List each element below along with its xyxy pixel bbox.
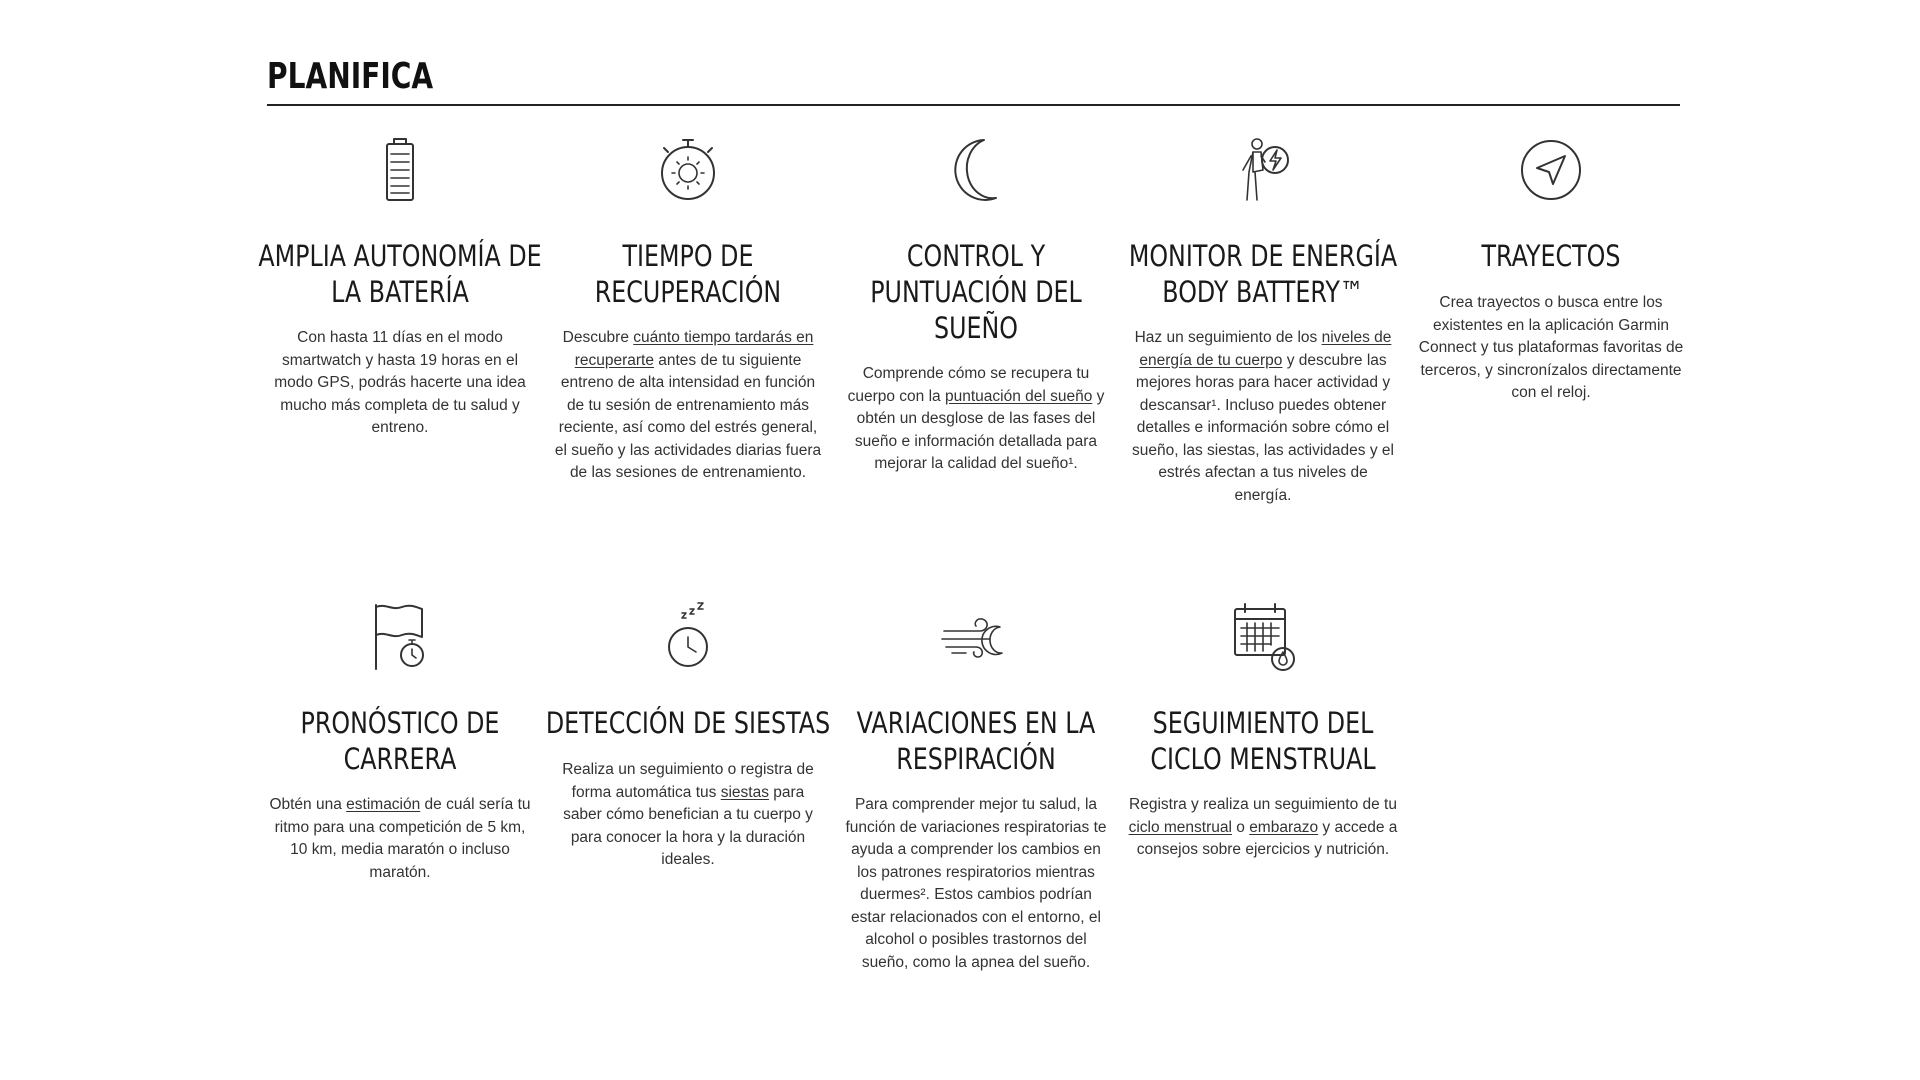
feature-link[interactable]: puntuación del sueño bbox=[944, 387, 1093, 405]
feature-title-line: CARRERA bbox=[343, 742, 457, 776]
feature-link[interactable]: ciclo menstrual bbox=[1128, 818, 1232, 836]
feature-link[interactable]: embarazo bbox=[1249, 818, 1319, 836]
feature-description bbox=[265, 794, 535, 884]
feature-text: de cuál sería tu ritmo para una competición de 5 km, 10 km, media maratón o incluso maratón. bbox=[274, 796, 531, 881]
calendar-drop-icon bbox=[1223, 597, 1303, 677]
body-energy-icon bbox=[1223, 130, 1303, 210]
feature-title-line: VARIACIONES EN LA bbox=[856, 706, 1096, 740]
feature-text: antes de tu siguiente entreno de alta intensidad en función de tu sesión de entrenamiento más reciente, así como del estrés general, el sueño y las actividades diarias fuera de las sesiones de entrenamiento. bbox=[554, 351, 822, 481]
feature-text: Obtén una bbox=[269, 796, 347, 813]
feature-title-line: SEGUIMIENTO DEL bbox=[1152, 706, 1374, 740]
feature-title-line: TIEMPO DE bbox=[622, 239, 754, 273]
feature-title-line: RESPIRACIÓN bbox=[896, 742, 1056, 776]
feature-text: Haz un seguimiento de los bbox=[1134, 329, 1322, 346]
stopwatch-sun-icon bbox=[648, 130, 728, 210]
feature-title-line: SUEÑO bbox=[933, 311, 1019, 345]
feature-courses bbox=[1416, 130, 1686, 401]
section-title: PLANIFICA bbox=[267, 56, 434, 97]
section-divider bbox=[267, 104, 1680, 106]
feature-text: Comprende cómo se recupera tu cuerpo con la bbox=[847, 365, 1090, 405]
feature-sleep bbox=[841, 130, 1111, 472]
flag-stopwatch-icon bbox=[360, 597, 440, 677]
feature-title-line: DETECCIÓN DE SIESTAS bbox=[545, 706, 831, 740]
feature-menstrual bbox=[1128, 597, 1398, 858]
feature-naps bbox=[545, 597, 831, 868]
feature-title-line: RECUPERACIÓN bbox=[594, 275, 782, 309]
nap-clock-icon bbox=[648, 597, 728, 677]
feature-description bbox=[1128, 327, 1398, 507]
feature-link[interactable]: estimación bbox=[346, 796, 421, 813]
feature-text: Descubre bbox=[562, 329, 634, 346]
feature-body-battery bbox=[1128, 130, 1398, 504]
feature-text: Realiza un seguimiento o registra de forma automática tus bbox=[562, 761, 814, 801]
feature-title bbox=[1376, 238, 1726, 274]
feature-battery bbox=[258, 130, 542, 436]
feature-recovery bbox=[553, 130, 823, 481]
feature-text: para saber cómo benefician a tu cuerpo y para conocer la hora y la duración ideales. bbox=[563, 783, 813, 868]
feature-title bbox=[1088, 705, 1438, 777]
feature-description bbox=[841, 794, 1111, 974]
feature-breathing bbox=[841, 597, 1111, 971]
feature-text: y accede a consejos sobre ejercicios y nutrición. bbox=[1136, 818, 1398, 858]
navigation-arrow-icon bbox=[1511, 130, 1591, 210]
feature-description bbox=[841, 363, 1111, 476]
feature-title-line: TRAYECTOS bbox=[1481, 239, 1621, 273]
feature-link[interactable]: siestas bbox=[720, 783, 769, 801]
feature-title-line: CONTROL Y bbox=[906, 239, 1046, 273]
feature-description bbox=[553, 327, 823, 485]
feature-title-line: PRONÓSTICO DE bbox=[300, 706, 500, 740]
planifica-section bbox=[267, 52, 1680, 106]
feature-title-line: PUNTUACIÓN DEL bbox=[870, 275, 1082, 309]
feature-text: y descubre las mejores horas para hacer actividad y descansar¹. Incluso puedes obtener detalles e información sobre cómo el sueño, las siestas, las actividades y el estrés afectan a tus niveles de energía. bbox=[1132, 351, 1394, 504]
feature-text: Con hasta 11 días en el modo smartwatch y hasta 19 horas en el modo GPS, podrás hacerte una idea mucho más completa de tu salud y entreno. bbox=[274, 329, 526, 436]
feature-title-line: LA BATERÍA bbox=[331, 275, 469, 309]
feature-title-line: MONITOR DE ENERGÍA bbox=[1128, 239, 1398, 273]
feature-text: Para comprender mejor tu salud, la función de variaciones respiratorias te ayuda a comprender los cambios en los patrones respiratorios mientras duermes². Estos cambios podrían estar relacionados con el entorno, el alcohol o posibles trastornos del sueño, como la apnea del sueño. bbox=[845, 796, 1107, 971]
feature-description bbox=[1416, 292, 1686, 405]
feature-race-predictor bbox=[265, 597, 535, 881]
feature-description bbox=[265, 327, 535, 440]
feature-title-line: CICLO MENSTRUAL bbox=[1150, 742, 1376, 776]
feature-text: Crea trayectos o busca entre los existentes en la aplicación Garmin Connect y tus plataformas favoritas de terceros, y sincronízalos directamente con el reloj. bbox=[1418, 294, 1684, 401]
feature-title-line: BODY BATTERY™ bbox=[1162, 275, 1364, 309]
feature-text: o bbox=[1231, 818, 1250, 836]
feature-link[interactable]: niveles de energía de tu cuerpo bbox=[1139, 329, 1392, 369]
feature-title-line: AMPLIA AUTONOMÍA DE bbox=[258, 239, 542, 273]
feature-text: y obtén un desglose de las fases del sueño e información detallada para mejorar la calidad del sueño¹. bbox=[854, 387, 1105, 472]
feature-description bbox=[1128, 794, 1398, 862]
moon-icon bbox=[936, 130, 1016, 210]
battery-icon bbox=[360, 130, 440, 210]
feature-link[interactable]: cuánto tiempo tardarás en recuperarte bbox=[574, 329, 814, 369]
wind-moon-icon bbox=[936, 597, 1016, 677]
feature-description bbox=[553, 759, 823, 872]
feature-text: Registra y realiza un seguimiento de tu bbox=[1129, 796, 1397, 813]
